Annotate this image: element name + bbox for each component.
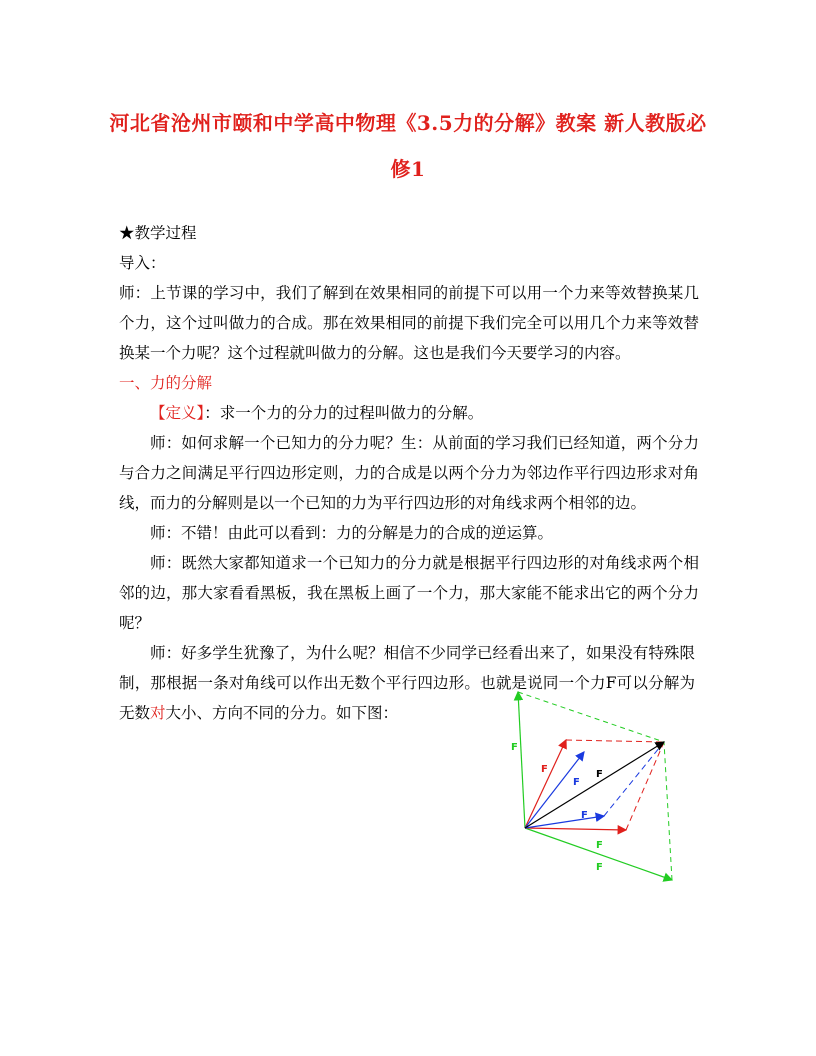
- green-dashed-top: [518, 692, 664, 742]
- label-green-bottom-1: F: [596, 840, 603, 851]
- paragraph-4-text-b: 大小、方向不同的分力。如下图：: [165, 704, 399, 722]
- document-title: 河北省沧州市颐和中学高中物理《3.5力的分解》教案 新人教版必修1: [109, 111, 707, 181]
- label-blue-upper: F: [573, 777, 580, 788]
- label-green-left: F: [511, 742, 518, 753]
- paragraph-2: 师：不错！由此可以看到：力的分解是力的合成的逆运算。: [150, 524, 554, 542]
- section-heading-force-decomposition: 一、力的分解: [119, 374, 213, 392]
- red-dashed-top: [566, 740, 664, 742]
- resultant-force: [525, 742, 664, 828]
- intro-label: 导入：: [119, 254, 166, 272]
- blue-component-lower: [525, 816, 604, 828]
- label-blue-lower: F: [581, 810, 588, 821]
- label-red-left: F: [541, 764, 548, 775]
- paragraph-3: 师：既然大家都知道求一个已知力的分力就是根据平行四边形的对角线求两个相邻的边，那大家看看黑板，我在黑板上画了一个力，那大家能不能求出它的两个分力呢？: [119, 554, 699, 632]
- label-black-resultant: F: [596, 769, 603, 780]
- red-component-bottom: [525, 828, 626, 830]
- definition-label: 【定义】: [150, 404, 205, 422]
- definition-paragraph: [119, 398, 699, 428]
- green-dashed-right: [664, 742, 672, 880]
- label-green-bottom-2: F: [596, 862, 603, 873]
- force-decomposition-diagram: [500, 688, 700, 888]
- definition-text: ：求一个力的分力的过程叫做力的分解。: [204, 404, 484, 422]
- intro-paragraph: 师：上节课的学习中，我们了解到在效果相同的前提下可以用一个力来等效替换某几个力，这个过叫做力的合成。那在效果相同的前提下我们完全可以用几个力来等效替换某一个力呢？这个过程就叫做力的分解。这也是我们今天要学习的内容。: [119, 284, 699, 362]
- green-component-left: [518, 692, 525, 828]
- paragraph-4-text-a: 师：好多学生犹豫了，为什么呢？相信不少同学已经看出来了，如果没有特殊限制，那根据一条对角线可以作出无数个平行四边形。也就是说同一个力F可以分解为无数: [119, 644, 695, 722]
- paragraph-1: 师：如何求解一个已知力的分力呢？生：从前面的学习我们已经知道，两个分力与合力之间满足平行四边形定则，力的合成是以两个分力为邻边作平行四边形求对角线，而力的分解则是以一个已知的力为平行四边形的对角线求两个相邻的边。: [119, 434, 699, 512]
- process-heading: ★教学过程: [119, 224, 197, 242]
- red-dashed-right: [626, 742, 664, 830]
- blue-dashed-right: [604, 742, 664, 816]
- document-body: [119, 218, 699, 728]
- paragraph-4-highlight: 对: [150, 704, 166, 722]
